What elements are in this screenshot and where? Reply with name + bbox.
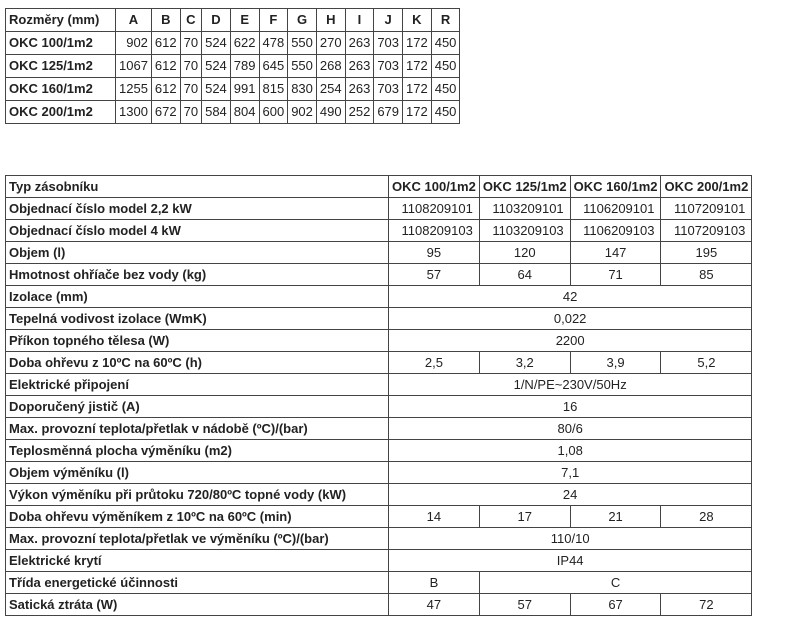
spec-shared-value: 24 xyxy=(389,484,752,506)
dimension-value: 612 xyxy=(151,32,180,55)
dimension-column-header: F xyxy=(259,9,288,32)
dimension-value: 703 xyxy=(374,78,403,101)
model-column-header: OKC 200/1m2 xyxy=(661,176,752,198)
model-name: OKC 100/1m2 xyxy=(6,32,116,55)
spec-value: B xyxy=(389,572,480,594)
dimension-value: 622 xyxy=(230,32,259,55)
dimension-value: 1255 xyxy=(116,78,152,101)
dimension-value: 450 xyxy=(431,32,460,55)
dimension-value: 268 xyxy=(316,55,345,78)
dimension-value: 524 xyxy=(202,32,231,55)
spec-label: Teplosměnná plocha výměníku (m2) xyxy=(6,440,389,462)
spec-value: 85 xyxy=(661,264,752,286)
dimension-value: 70 xyxy=(180,101,201,124)
dimension-value: 584 xyxy=(202,101,231,124)
dimension-column-header: B xyxy=(151,9,180,32)
spec-row xyxy=(6,440,752,462)
spec-value: 71 xyxy=(570,264,661,286)
spec-value: 1108209101 xyxy=(389,198,480,220)
dimension-column-header: R xyxy=(431,9,460,32)
spec-shared-value: 1/N/PE~230V/50Hz xyxy=(389,374,752,396)
dimension-column-header: G xyxy=(288,9,317,32)
spec-label: Objem (l) xyxy=(6,242,389,264)
spec-value: 95 xyxy=(389,242,480,264)
spec-label: Hmotnost ohříače bez vody (kg) xyxy=(6,264,389,286)
spec-shared-value: 80/6 xyxy=(389,418,752,440)
spec-header-label: Typ zásobníku xyxy=(6,176,389,198)
spec-row xyxy=(6,572,752,594)
spec-row xyxy=(6,484,752,506)
dimension-value: 524 xyxy=(202,78,231,101)
spec-value: 21 xyxy=(570,506,661,528)
dimension-value: 263 xyxy=(345,32,374,55)
dimension-value: 254 xyxy=(316,78,345,101)
spec-row xyxy=(6,198,752,220)
model-column-header: OKC 125/1m2 xyxy=(479,176,570,198)
dimensions-row xyxy=(6,101,460,124)
spec-label: Elektrické připojení xyxy=(6,374,389,396)
spec-shared-value: 42 xyxy=(389,286,752,308)
dimensions-row xyxy=(6,55,460,78)
spec-value: 147 xyxy=(570,242,661,264)
spec-value: 1107209101 xyxy=(661,198,752,220)
spec-label: Výkon výměníku při průtoku 720/80ºC topné vody (kW) xyxy=(6,484,389,506)
dimension-column-header: C xyxy=(180,9,201,32)
dimension-value: 815 xyxy=(259,78,288,101)
spec-value: 1106209101 xyxy=(570,198,661,220)
dimension-column-header: I xyxy=(345,9,374,32)
dimension-value: 612 xyxy=(151,78,180,101)
spec-shared-value: 0,022 xyxy=(389,308,752,330)
spec-label: Izolace (mm) xyxy=(6,286,389,308)
specifications-table xyxy=(5,175,752,616)
spec-value: 5,2 xyxy=(661,352,752,374)
dimension-value: 70 xyxy=(180,78,201,101)
spec-row xyxy=(6,462,752,484)
spec-row xyxy=(6,242,752,264)
spec-label: Objednací číslo model 2,2 kW xyxy=(6,198,389,220)
dimension-value: 263 xyxy=(345,78,374,101)
spec-label: Tepelná vodivost izolace (WmK) xyxy=(6,308,389,330)
spec-shared-value: 7,1 xyxy=(389,462,752,484)
spec-value: 1106209103 xyxy=(570,220,661,242)
dimensions-table xyxy=(5,8,460,124)
dimension-value: 490 xyxy=(316,101,345,124)
model-column-header: OKC 100/1m2 xyxy=(389,176,480,198)
spec-label: Satická ztráta (W) xyxy=(6,594,389,616)
spec-value: 1107209103 xyxy=(661,220,752,242)
dimension-value: 550 xyxy=(288,55,317,78)
dimension-value: 550 xyxy=(288,32,317,55)
dimension-value: 902 xyxy=(116,32,152,55)
dimensions-header-label: Rozměry (mm) xyxy=(6,9,116,32)
spec-shared-value: 16 xyxy=(389,396,752,418)
dimension-value: 1067 xyxy=(116,55,152,78)
spec-value: 120 xyxy=(479,242,570,264)
model-name: OKC 160/1m2 xyxy=(6,78,116,101)
spec-value: 28 xyxy=(661,506,752,528)
dimension-value: 612 xyxy=(151,55,180,78)
dimensions-row xyxy=(6,78,460,101)
dimensions-row xyxy=(6,32,460,55)
spec-row xyxy=(6,352,752,374)
spec-shared-value: 2200 xyxy=(389,330,752,352)
dimension-value: 645 xyxy=(259,55,288,78)
spec-value: 67 xyxy=(570,594,661,616)
spec-value: 3,9 xyxy=(570,352,661,374)
dimension-value: 1300 xyxy=(116,101,152,124)
dimension-value: 478 xyxy=(259,32,288,55)
spec-value: 3,2 xyxy=(479,352,570,374)
dimension-column-header: K xyxy=(403,9,432,32)
spec-row xyxy=(6,220,752,242)
spec-value: 195 xyxy=(661,242,752,264)
spec-value: 57 xyxy=(389,264,480,286)
dimension-column-header: H xyxy=(316,9,345,32)
spec-label: Max. provozní teplota/přetlak ve výměníku (ºC)/(bar) xyxy=(6,528,389,550)
spec-label: Objednací číslo model 4 kW xyxy=(6,220,389,242)
dimension-value: 991 xyxy=(230,78,259,101)
spec-row xyxy=(6,374,752,396)
spec-header-row xyxy=(6,176,752,198)
dimension-value: 789 xyxy=(230,55,259,78)
spec-row xyxy=(6,308,752,330)
spec-row xyxy=(6,528,752,550)
spec-row xyxy=(6,330,752,352)
dimension-value: 902 xyxy=(288,101,317,124)
dimensions-header-row xyxy=(6,9,460,32)
spec-label: Objem výměníku (l) xyxy=(6,462,389,484)
dimension-value: 450 xyxy=(431,78,460,101)
spec-row xyxy=(6,550,752,572)
spec-value: 1103209103 xyxy=(479,220,570,242)
spec-shared-value: 110/10 xyxy=(389,528,752,550)
dimension-value: 70 xyxy=(180,55,201,78)
dimension-column-header: E xyxy=(230,9,259,32)
dimension-value: 263 xyxy=(345,55,374,78)
spec-label: Příkon topného tělesa (W) xyxy=(6,330,389,352)
dimension-value: 252 xyxy=(345,101,374,124)
spec-shared-value: 1,08 xyxy=(389,440,752,462)
spec-label: Doporučený jistič (A) xyxy=(6,396,389,418)
model-name: OKC 200/1m2 xyxy=(6,101,116,124)
spec-row xyxy=(6,264,752,286)
dimension-value: 703 xyxy=(374,55,403,78)
spec-row xyxy=(6,286,752,308)
spec-shared-value: IP44 xyxy=(389,550,752,572)
dimension-value: 450 xyxy=(431,55,460,78)
dimension-value: 172 xyxy=(403,55,432,78)
dimension-value: 703 xyxy=(374,32,403,55)
dimension-value: 679 xyxy=(374,101,403,124)
spec-shared-value: C xyxy=(479,572,751,594)
dimension-value: 172 xyxy=(403,101,432,124)
model-name: OKC 125/1m2 xyxy=(6,55,116,78)
spec-value: 47 xyxy=(389,594,480,616)
dimension-value: 70 xyxy=(180,32,201,55)
model-column-header: OKC 160/1m2 xyxy=(570,176,661,198)
dimension-value: 172 xyxy=(403,78,432,101)
dimension-value: 450 xyxy=(431,101,460,124)
dimension-column-header: D xyxy=(202,9,231,32)
dimension-column-header: J xyxy=(374,9,403,32)
spec-row xyxy=(6,594,752,616)
dimension-value: 830 xyxy=(288,78,317,101)
spec-value: 14 xyxy=(389,506,480,528)
dimension-value: 270 xyxy=(316,32,345,55)
spec-label: Doba ohřevu z 10ºC na 60ºC (h) xyxy=(6,352,389,374)
dimension-value: 672 xyxy=(151,101,180,124)
spec-label: Elektrické krytí xyxy=(6,550,389,572)
spec-value: 64 xyxy=(479,264,570,286)
spec-row xyxy=(6,396,752,418)
dimension-value: 172 xyxy=(403,32,432,55)
spec-value: 2,5 xyxy=(389,352,480,374)
dimension-value: 524 xyxy=(202,55,231,78)
spec-row xyxy=(6,418,752,440)
spec-value: 17 xyxy=(479,506,570,528)
spec-value: 1103209101 xyxy=(479,198,570,220)
spec-label: Doba ohřevu výměníkem z 10ºC na 60ºC (min) xyxy=(6,506,389,528)
spec-label: Max. provozní teplota/přetlak v nádobě (ºC)/(bar) xyxy=(6,418,389,440)
spec-value: 57 xyxy=(479,594,570,616)
spec-row xyxy=(6,506,752,528)
dimension-value: 600 xyxy=(259,101,288,124)
spec-value: 1108209103 xyxy=(389,220,480,242)
spec-label: Třída energetické účinnosti xyxy=(6,572,389,594)
spec-value: 72 xyxy=(661,594,752,616)
dimension-column-header: A xyxy=(116,9,152,32)
dimension-value: 804 xyxy=(230,101,259,124)
